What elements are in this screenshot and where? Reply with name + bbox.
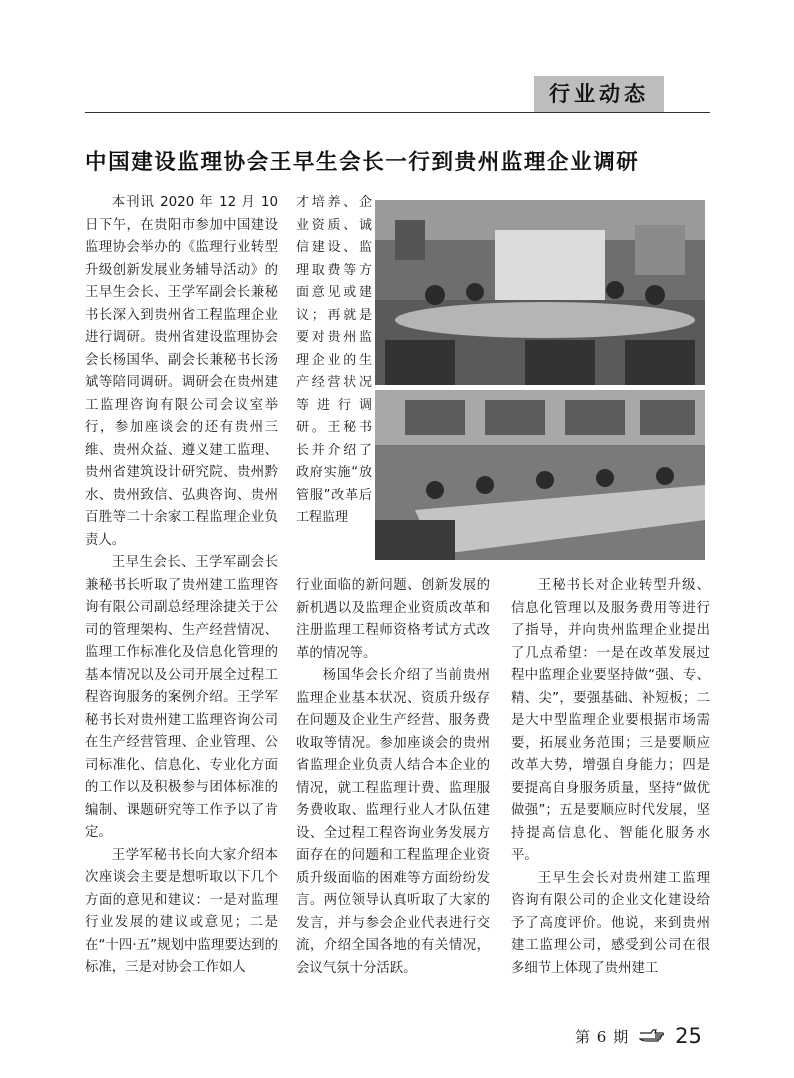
issue-number: 第 6 期 bbox=[575, 1027, 630, 1046]
article-title: 中国建设监理协会王早生会长一行到贵州监理企业调研 bbox=[85, 150, 640, 175]
paragraph: 行业面临的新问题、创新发展的新机遇以及监理企业资质改革和注册监理工程师资格考试方式改革的情况等。 bbox=[296, 578, 490, 661]
article-column-1 bbox=[85, 192, 278, 980]
page-number: 25 bbox=[675, 1024, 702, 1048]
paragraph: 王秘书长对企业转型升级、信息化管理以及服务费用等进行了指导，并向贵州监理企业提出了几点希望：一是在改革发展过程中监理企业要坚持做“强、专、精、尖”，要强基础、补短板；二是大中型监理企业要根据市场需要，拓展业务范围；三是要顺应改革大势，增强自身能力；四是要提高自身服务质量，坚持“做优做强”；五是要顺应时代发展，坚持提高信息化、智能化服务水平。 bbox=[511, 578, 710, 863]
paragraph: 王早生会长对贵州建工监理咨询有限公司的企业文化建设给予了高度评价。他说，来到贵州建工监理公司，感受到公司在很多细节上体现了贵州建工 bbox=[511, 870, 710, 976]
paragraph: 王学军秘书长向大家介绍本次座谈会主要是想听取以下几个方面的意见和建议：一是对监理行业发展的建议或意见；二是在“十四·五”规划中监理要达到的标准，三是对协会工作如人 bbox=[85, 847, 278, 975]
paragraph: 才培养、企业资质、诚信建设、监理取费等方面意见或建议；再就是要对贵州监理企业的生产经营状况等进行调研。王秘书长并介绍了政府实施“放管服”改革后工程监理 bbox=[296, 195, 372, 525]
article-column-2-top bbox=[296, 192, 372, 530]
header-rule bbox=[85, 112, 710, 113]
meeting-photo-1 bbox=[375, 200, 705, 385]
pointing-hand-icon bbox=[639, 1028, 665, 1044]
paragraph: 本刊讯 2020 年 12 月 10 日下午，在贵阳市参加中国建设监理协会举办的《监理行业转型升级创新发展业务辅导活动》的王早生会长、王学军副会长兼秘书长深入到贵州省工程监理企业进行调研。贵州省建设监理协会会长杨国华、副会长兼秘书长汤斌等陪同调研。调研会在贵州建工监理咨询有限公司会议室举行，参加座谈会的还有贵州三维、贵州众益、遵义建工监理、贵州省建筑设计研究院、贵州黔水、贵州致信、弘典咨询、贵州百胜等二十余家工程监理企业负责人。 bbox=[85, 195, 278, 548]
meeting-photo-2 bbox=[375, 390, 705, 560]
page-footer bbox=[575, 1024, 702, 1048]
article-column-2-bottom bbox=[296, 575, 490, 980]
paragraph: 杨国华会长介绍了当前贵州监理企业基本状况、资质升级存在问题及企业生产经营、服务费收取等情况。参加座谈会的贵州省监理企业负责人结合本企业的情况，就工程监理计费、监理服务费收取、监理行业人才队伍建设、全过程工程咨询业务发展方面存在的问题和工程监理企业资质升级面临的困难等方面纷纷发言。两位领导认真听取了大家的发言，并与参会企业代表进行交流，介绍全国各地的有关情况，会议气氛十分活跃。 bbox=[296, 668, 490, 976]
section-tag: 行业动态 bbox=[534, 76, 664, 112]
paragraph: 王早生会长、王学军副会长兼秘书长听取了贵州建工监理咨询有限公司副总经理涂捷关于公司的管理架构、生产经营情况、监理工作标准化及信息化管理的基本情况以及公司开展全过程工程咨询服务的案例介绍。王学军秘书长对贵州建工监理咨询公司在生产经营管理、企业管理、公司标准化、信息化、专业化方面的工作以及积极参与团体标准的编制、课题研究等工作予以了肯定。 bbox=[85, 555, 278, 840]
article-column-3 bbox=[511, 575, 710, 980]
